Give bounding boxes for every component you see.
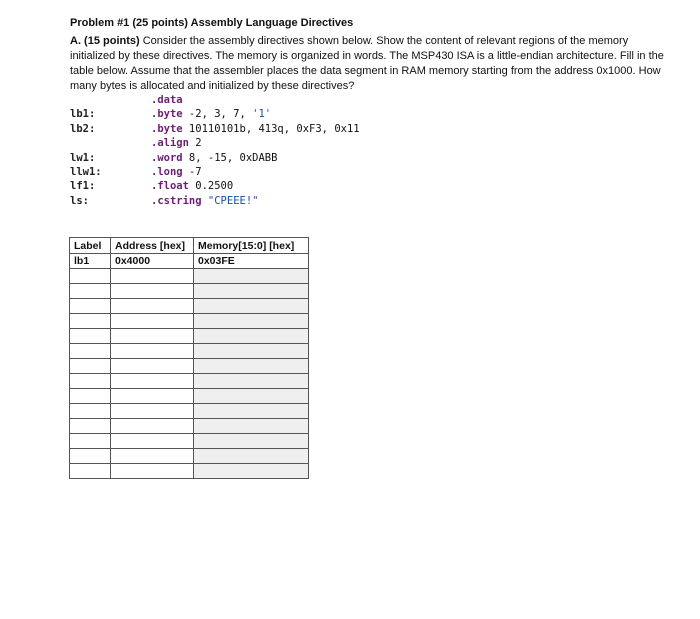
part-label: A. (15 points)	[70, 35, 140, 47]
code-directive: .align	[151, 137, 189, 150]
problem-description	[70, 34, 676, 94]
cell-address[interactable]	[111, 269, 194, 284]
cell-address[interactable]	[111, 314, 194, 329]
code-label: ls:	[70, 194, 89, 207]
code-args: -7	[182, 166, 202, 178]
cell-label[interactable]	[70, 329, 111, 344]
cell-label[interactable]	[70, 299, 111, 314]
table-row	[70, 344, 309, 359]
memory-table	[69, 237, 309, 479]
code-directive: .byte	[151, 122, 183, 135]
table-row	[70, 449, 309, 464]
code-directive: .byte	[151, 108, 183, 121]
cell-memory[interactable]	[194, 269, 309, 284]
cell-address[interactable]	[111, 374, 194, 389]
cell-label[interactable]	[70, 374, 111, 389]
cell-label[interactable]	[70, 359, 111, 374]
cell-memory[interactable]	[194, 299, 309, 314]
cell-memory[interactable]	[194, 449, 309, 464]
table-row	[70, 269, 309, 284]
cell-label[interactable]	[70, 284, 111, 299]
cell-address[interactable]	[111, 419, 194, 434]
cell-address[interactable]	[111, 449, 194, 464]
cell-memory[interactable]	[194, 314, 309, 329]
cell-memory[interactable]	[194, 284, 309, 299]
code-args: 10110101b, 413q, 0xF3, 0x11	[182, 122, 360, 135]
cell-memory[interactable]	[194, 359, 309, 374]
code-args: 0.2500	[188, 180, 234, 193]
table-row	[70, 284, 309, 299]
code-directive: .float	[151, 180, 189, 193]
cell-address[interactable]	[111, 284, 194, 299]
cell-label[interactable]	[70, 464, 111, 479]
table-row	[70, 329, 309, 344]
cell-memory[interactable]	[194, 434, 309, 449]
cell-memory[interactable]	[194, 419, 309, 434]
cell-memory[interactable]	[194, 374, 309, 389]
cell-address[interactable]	[111, 404, 194, 419]
cell-memory[interactable]	[194, 344, 309, 359]
cell-label[interactable]	[70, 344, 111, 359]
code-directive: .cstring	[151, 194, 202, 207]
code-string: "CPEEE!"	[207, 194, 259, 207]
code-args: 8, -15, 0xDABB	[182, 151, 278, 164]
table-row	[70, 464, 309, 479]
cell-label[interactable]	[70, 434, 111, 449]
cell-label[interactable]	[70, 269, 111, 284]
code-string: '1'	[252, 108, 272, 121]
cell-address[interactable]: 0x4000	[111, 254, 194, 269]
code-directive: .long	[151, 166, 183, 178]
cell-memory[interactable]	[194, 389, 309, 404]
table-row	[70, 359, 309, 374]
cell-address[interactable]	[111, 389, 194, 404]
code-label: lb1:	[70, 108, 96, 121]
table-row	[70, 434, 309, 449]
cell-label[interactable]: lb1	[70, 254, 111, 269]
code-label: lb2:	[70, 122, 96, 135]
table-row	[70, 314, 309, 329]
header-address: Address [hex]	[111, 238, 194, 254]
table-row	[70, 254, 309, 269]
cell-label[interactable]	[70, 389, 111, 404]
code-label: lw1:	[70, 151, 96, 164]
code-label: llw1:	[70, 166, 102, 178]
code-directive: .word	[151, 151, 183, 164]
cell-label[interactable]	[70, 449, 111, 464]
cell-address[interactable]	[111, 299, 194, 314]
table-header-row	[70, 238, 309, 254]
cell-address[interactable]	[111, 329, 194, 344]
cell-memory[interactable]: 0x03FE	[194, 254, 309, 269]
cell-label[interactable]	[70, 419, 111, 434]
code-directive: .data	[151, 94, 183, 106]
cell-memory[interactable]	[194, 329, 309, 344]
cell-memory[interactable]	[194, 464, 309, 479]
code-args: -2, 3, 7,	[182, 108, 253, 121]
cell-address[interactable]	[111, 344, 194, 359]
cell-address[interactable]	[111, 434, 194, 449]
code-label: lf1:	[70, 180, 96, 193]
header-label: Label	[70, 238, 111, 254]
cell-label[interactable]	[70, 314, 111, 329]
table-row	[70, 374, 309, 389]
table-row	[70, 404, 309, 419]
table-row	[70, 389, 309, 404]
code-args: 2	[188, 137, 202, 150]
table-row	[70, 299, 309, 314]
header-memory: Memory[15:0] [hex]	[194, 238, 309, 254]
cell-label[interactable]	[70, 404, 111, 419]
cell-memory[interactable]	[194, 404, 309, 419]
table-row	[70, 419, 309, 434]
problem-body: Consider the assembly directives shown below. Show the content of relevant regions of the memory initialized by these directives. The memory is organized in words. The MSP430 ISA is a little-endian architecture. Fill in the table below. Assume that the assembler places the data segment in RAM memory starting from the address 0x1000. How many bytes is allocated and initialized by these directives?	[70, 35, 664, 92]
cell-address[interactable]	[111, 359, 194, 374]
problem-title: Problem #1 (25 points) Assembly Language Directives	[70, 17, 354, 29]
cell-address[interactable]	[111, 464, 194, 479]
